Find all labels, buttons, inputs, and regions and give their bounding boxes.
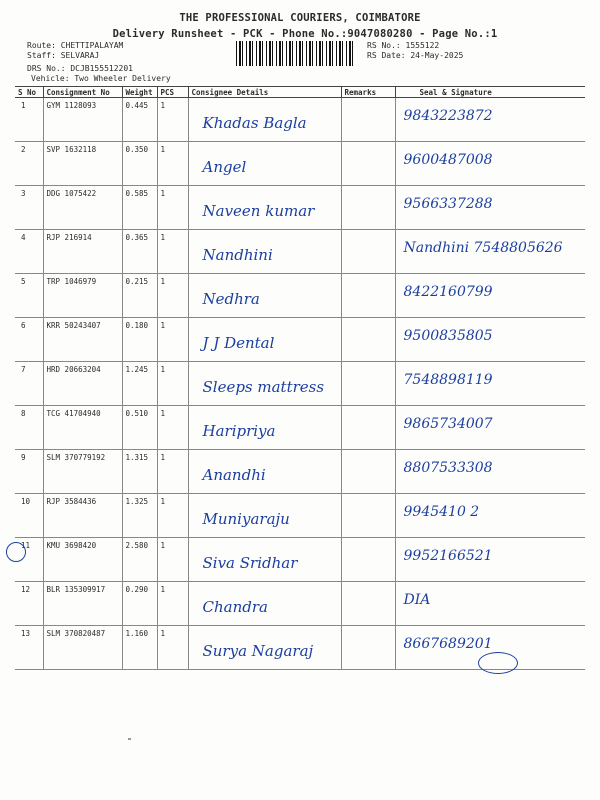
row-consignee — [188, 450, 341, 494]
row-consignment-no: SVP 1632118 — [43, 142, 122, 186]
row-consignment-no: RJP 216914 — [43, 230, 122, 274]
row-consignment-no: DDG 1075422 — [43, 186, 122, 230]
handwritten-signature: 9865734007 — [403, 416, 493, 432]
row-weight: 0.350 — [122, 142, 157, 186]
table-row — [15, 98, 585, 142]
handwritten-name: J J Dental — [202, 334, 275, 352]
circle-mark — [6, 542, 26, 562]
header-consignment: Consignment No — [43, 87, 122, 98]
handwritten-signature: 7548898119 — [403, 372, 493, 388]
rs-date-text: RS Date: 24-May-2025 — [367, 50, 464, 60]
row-consignee — [188, 362, 341, 406]
document-title: THE PROFESSIONAL COURIERS, COIMBATORE — [179, 12, 421, 24]
row-pcs: 1 — [157, 230, 188, 274]
row-consignment-no: SLM 370779192 — [43, 450, 122, 494]
vehicle-text: Vehicle: Two Wheeler Delivery — [31, 73, 171, 83]
row-signature — [395, 186, 585, 230]
handwritten-name: Anandhi — [202, 466, 266, 484]
barcode — [236, 41, 354, 66]
table-row — [15, 142, 585, 186]
handwritten-name: Haripriya — [202, 422, 276, 440]
row-consignee — [188, 538, 341, 582]
table-header-row — [15, 87, 585, 98]
scan-mark — [128, 738, 131, 740]
row-remarks — [341, 362, 395, 406]
row-weight: 2.580 — [122, 538, 157, 582]
row-pcs: 1 — [157, 274, 188, 318]
header-pcs: PCS — [157, 87, 188, 98]
handwritten-signature: 8667689201 — [403, 636, 493, 652]
row-remarks — [341, 582, 395, 626]
row-consignment-no: TRP 1046979 — [43, 274, 122, 318]
handwritten-name: Nedhra — [202, 290, 260, 308]
table-row — [15, 274, 585, 318]
table-row — [15, 318, 585, 362]
row-signature — [395, 538, 585, 582]
handwritten-signature: 9843223872 — [403, 108, 493, 124]
row-sno: 1 — [15, 98, 43, 142]
handwritten-signature: 9500835805 — [403, 328, 493, 344]
row-pcs: 1 — [157, 142, 188, 186]
row-consignment-no: KRR 50243407 — [43, 318, 122, 362]
row-signature — [395, 582, 585, 626]
table-row — [15, 362, 585, 406]
handwritten-signature: 9945410 2 — [403, 504, 480, 520]
handwritten-name: Muniyaraju — [202, 510, 290, 528]
row-remarks — [341, 494, 395, 538]
header-consignee: Consignee Details — [188, 87, 341, 98]
handwritten-signature: 9952166521 — [403, 548, 493, 564]
row-signature — [395, 230, 585, 274]
handwritten-signature: 9566337288 — [403, 196, 493, 212]
row-remarks — [341, 230, 395, 274]
handwritten-name: Angel — [202, 158, 247, 176]
row-weight: 0.585 — [122, 186, 157, 230]
handwritten-signature: DIA — [403, 592, 431, 608]
row-pcs: 1 — [157, 98, 188, 142]
row-consignee — [188, 186, 341, 230]
row-consignee — [188, 494, 341, 538]
handwritten-name: Naveen kumar — [202, 202, 315, 220]
row-remarks — [341, 406, 395, 450]
header-signature: Seal & Signature — [395, 87, 585, 98]
row-sno: 6 — [15, 318, 43, 362]
runsheet-table — [15, 86, 585, 670]
row-sno: 2 — [15, 142, 43, 186]
row-consignment-no: GYM 1128093 — [43, 98, 122, 142]
row-weight: 1.325 — [122, 494, 157, 538]
row-consignment-no: TCG 41704940 — [43, 406, 122, 450]
row-consignee — [188, 274, 341, 318]
row-remarks — [341, 98, 395, 142]
row-signature — [395, 274, 585, 318]
row-sno: 10 — [15, 494, 43, 538]
row-weight: 1.315 — [122, 450, 157, 494]
row-consignee — [188, 230, 341, 274]
handwritten-name: Surya Nagaraj — [202, 642, 314, 660]
row-sno: 12 — [15, 582, 43, 626]
handwritten-signature: 8807533308 — [403, 460, 493, 476]
pen-doodle — [478, 652, 518, 674]
meta-right — [367, 41, 463, 60]
row-consignee — [188, 318, 341, 362]
row-sno: 9 — [15, 450, 43, 494]
row-pcs: 1 — [157, 582, 188, 626]
row-weight: 0.215 — [122, 274, 157, 318]
rs-no-text: RS No.: 1555122 — [367, 41, 440, 50]
row-pcs: 1 — [157, 186, 188, 230]
table-row — [15, 450, 585, 494]
drs-text: DRS No.: DCJB155512201 — [27, 64, 133, 73]
row-pcs: 1 — [157, 494, 188, 538]
table-row — [15, 538, 585, 582]
row-signature — [395, 318, 585, 362]
row-weight: 0.290 — [122, 582, 157, 626]
row-consignee — [188, 582, 341, 626]
row-remarks — [341, 142, 395, 186]
row-remarks — [341, 318, 395, 362]
row-pcs: 1 — [157, 626, 188, 670]
row-remarks — [341, 274, 395, 318]
row-pcs: 1 — [157, 406, 188, 450]
row-sno: 5 — [15, 274, 43, 318]
handwritten-name: Chandra — [202, 598, 268, 616]
row-sno: 4 — [15, 230, 43, 274]
row-sno: 3 — [15, 186, 43, 230]
row-sno: 8 — [15, 406, 43, 450]
handwritten-name: Nandhini — [202, 246, 273, 264]
row-remarks — [341, 538, 395, 582]
handwritten-signature: 9600487008 — [403, 152, 493, 168]
row-weight: 0.445 — [122, 98, 157, 142]
row-consignee — [188, 626, 341, 670]
row-weight: 1.160 — [122, 626, 157, 670]
handwritten-name: Siva Sridhar — [202, 554, 298, 572]
route-text: Route: CHETTIPALAYAM — [27, 41, 124, 50]
header-weight: Weight — [122, 87, 157, 98]
row-signature — [395, 494, 585, 538]
row-signature — [395, 406, 585, 450]
row-consignee — [188, 406, 341, 450]
row-weight: 0.180 — [122, 318, 157, 362]
table-row — [15, 582, 585, 626]
row-consignment-no: BLR 135309917 — [43, 582, 122, 626]
table-row — [15, 186, 585, 230]
row-consignment-no: RJP 3584436 — [43, 494, 122, 538]
row-consignee — [188, 98, 341, 142]
row-pcs: 1 — [157, 450, 188, 494]
row-pcs: 1 — [157, 318, 188, 362]
row-weight: 0.510 — [122, 406, 157, 450]
row-consignment-no: SLM 370820487 — [43, 626, 122, 670]
row-sno: 11 — [15, 538, 43, 582]
row-pcs: 1 — [157, 538, 188, 582]
handwritten-name: Khadas Bagla — [202, 114, 307, 132]
staff-text: Staff: SELVARAJ — [27, 50, 100, 60]
row-remarks — [341, 626, 395, 670]
row-signature — [395, 450, 585, 494]
header-remarks: Remarks — [341, 87, 395, 98]
handwritten-name: Sleeps mattress — [202, 378, 325, 396]
handwritten-signature: Nandhini 7548805626 — [403, 240, 563, 256]
row-consignment-no: KMU 3698420 — [43, 538, 122, 582]
handwritten-signature: 8422160799 — [403, 284, 493, 300]
document-subtitle: Delivery Runsheet - PCK - Phone No.:9047080280 - Page No.:1 — [112, 28, 498, 40]
row-consignment-no: HRD 20663204 — [43, 362, 122, 406]
row-remarks — [341, 450, 395, 494]
row-consignee — [188, 142, 341, 186]
row-weight: 1.245 — [122, 362, 157, 406]
table-row — [15, 406, 585, 450]
meta-left — [27, 41, 171, 83]
row-signature — [395, 98, 585, 142]
row-signature — [395, 142, 585, 186]
row-sno: 7 — [15, 362, 43, 406]
row-sno: 13 — [15, 626, 43, 670]
row-signature — [395, 362, 585, 406]
row-weight: 0.365 — [122, 230, 157, 274]
header-sno: S No — [15, 87, 43, 98]
row-pcs: 1 — [157, 362, 188, 406]
row-remarks — [341, 186, 395, 230]
table-row — [15, 494, 585, 538]
table-row — [15, 230, 585, 274]
